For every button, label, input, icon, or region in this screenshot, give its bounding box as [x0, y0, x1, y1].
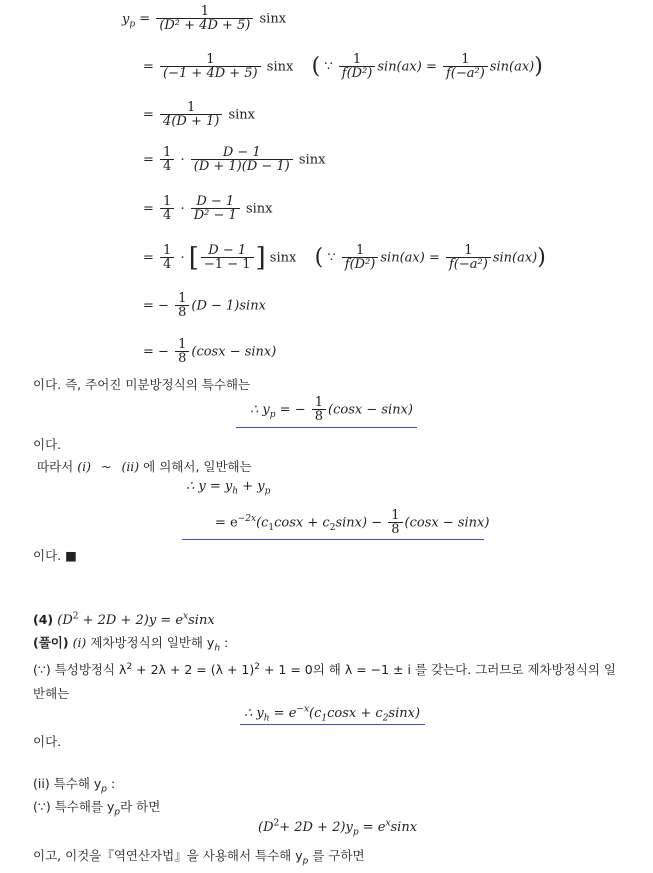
fraction: $\frac{1}{4}$ [160, 244, 174, 272]
derivation-line-3 [143, 101, 255, 129]
dot-operator: · [180, 250, 185, 266]
particular-equation: $(D^2+ 2D + 2)y_p = e^x\sin x$ [258, 818, 418, 838]
paragraph-text: 이고, 이것을『역연산자법』을 사용해서 특수해 $y_p$ 를 구하면 [33, 848, 365, 867]
sin-term: sin(ax) [377, 59, 422, 75]
fraction: $\frac{D - 1}{-1 - 1}$ [201, 244, 254, 272]
equals-sign: = [143, 107, 154, 123]
fraction: $\frac{1}{\text{f(−a²)}}$ [443, 53, 488, 81]
equals-sign: = [143, 250, 154, 266]
fraction: $\frac{1}{4}$ [160, 146, 174, 174]
sin-term: sin(ax) [489, 59, 535, 75]
dot-operator: · [180, 152, 185, 168]
fraction: $\frac{1}{\text{f(D²)}}$ [339, 53, 376, 81]
equals-sign: = [428, 250, 440, 266]
because-symbol: ∵ [327, 250, 336, 266]
result-underline [182, 539, 484, 540]
yp-symbol: $y_p$ [122, 11, 136, 30]
minus-sign: − [158, 344, 169, 360]
sin-term: sin(ax) [492, 250, 538, 266]
dot-operator: · [180, 201, 185, 217]
open-paren: ( [314, 245, 324, 270]
sin-term: sinx [259, 11, 287, 27]
expression: (D − 1)sinx [191, 298, 266, 314]
paragraph-text: 이다. 즉, 주어진 미분방정식의 특수해는 [33, 377, 251, 392]
particular-solution-result: ∴ $y_p$ = − $\frac{1}{8}$ (cosx − sinx) [250, 395, 413, 424]
derivation-line-7 [143, 292, 266, 320]
problem-4-statement: (4) $(D^2 + 2D + 2)y = e^x\sin x$ [33, 611, 215, 628]
result-underline [240, 724, 425, 725]
fraction: $\frac{1}{(-1 + 4D + 5)}$ [160, 53, 261, 81]
paragraph-text: 반해는 [33, 686, 70, 701]
sin-term: sinx [228, 107, 255, 123]
solution-header: (풀이) (i) 제차방정식의 일반해 $y_h$ : [33, 635, 229, 654]
sin-term: sinx [298, 152, 326, 168]
sin-term: sin(ax) [380, 250, 425, 266]
result-underline [236, 427, 417, 428]
sin-term: sinx [266, 59, 294, 75]
fraction: $\frac{1}{\text{f(−a²)}}$ [446, 244, 491, 272]
derivation-line-1 [122, 5, 286, 33]
derivation-line-5 [143, 195, 273, 223]
close-bracket: ] [255, 243, 266, 273]
paragraph-text: 이다. [33, 437, 62, 452]
equals-sign: = [143, 201, 154, 217]
derivation-line-4 [143, 146, 325, 174]
derivation-line-6 [143, 244, 546, 272]
derivation-line-2 [143, 53, 543, 81]
open-paren: ( [311, 54, 321, 79]
equals-sign: = [143, 298, 154, 314]
paragraph-text: 이다. [33, 734, 62, 749]
minus-sign: − [158, 298, 169, 314]
paragraph-text: 이다. ■ [33, 548, 77, 563]
fraction: $\frac{1}{8}$ [175, 292, 189, 320]
equals-sign: = [143, 344, 154, 360]
equals-sign: = [139, 11, 151, 27]
paragraph-text: (∵) 특수해를 $y_p$라 하면 [33, 799, 161, 818]
derivation-line-8 [143, 338, 276, 366]
open-bracket: [ [188, 243, 199, 273]
fraction: $\frac{D - 1}{\text{D² − 1}}$ [191, 195, 240, 223]
general-solution-result: = $e^{-2x}(c_1\cos x + c_2\sin x)$ − $\frac{1}{8}$ (cosx − sinx) [215, 508, 490, 537]
close-paren: ) [537, 245, 546, 270]
fraction: $\frac{1}{8}$ [175, 338, 189, 366]
homogeneous-solution-result: ∴ $y_h = e^{-x}(c_1\cos x + c_2\sin x)$ [244, 704, 421, 724]
fraction: $\frac{1}{\text{f(D²)}}$ [342, 244, 379, 272]
expression: (cosx − sinx) [191, 344, 277, 360]
sin-term: sinx [245, 201, 273, 217]
sin-term: sinx [269, 250, 297, 266]
general-solution-line: ∴ $y = y_h + y_p$ [186, 479, 271, 497]
characteristic-eq-text: (∵) 특성방정식 $\lambda^2 + 2\lambda + 2 = (\lambda + 1)^2 + 1 = 0$의 해 λ = −1 ± i 를 갖는다. 그러므로 제차방정식의 일 [33, 661, 616, 677]
fraction: $\frac{D - 1}{(D + 1)(D - 1)}$ [191, 146, 293, 174]
section-ii-header: (ii) 특수해 $y_p$ : [33, 776, 116, 795]
fraction: $\frac{1}{\text{(D² + 4D + 5)}}$ [156, 5, 253, 33]
fraction: $\frac{1}{4(D + 1)}$ [160, 101, 222, 129]
equals-sign: = [143, 152, 154, 168]
fraction: $\frac{1}{4}$ [160, 195, 174, 223]
because-symbol: ∵ [324, 59, 333, 75]
equals-sign: = [143, 59, 154, 75]
close-paren: ) [534, 54, 543, 79]
paragraph-text: 따라서 (i) ~ (ii) 에 의해서, 일반해는 [37, 459, 252, 474]
equals-sign: = [425, 59, 437, 75]
